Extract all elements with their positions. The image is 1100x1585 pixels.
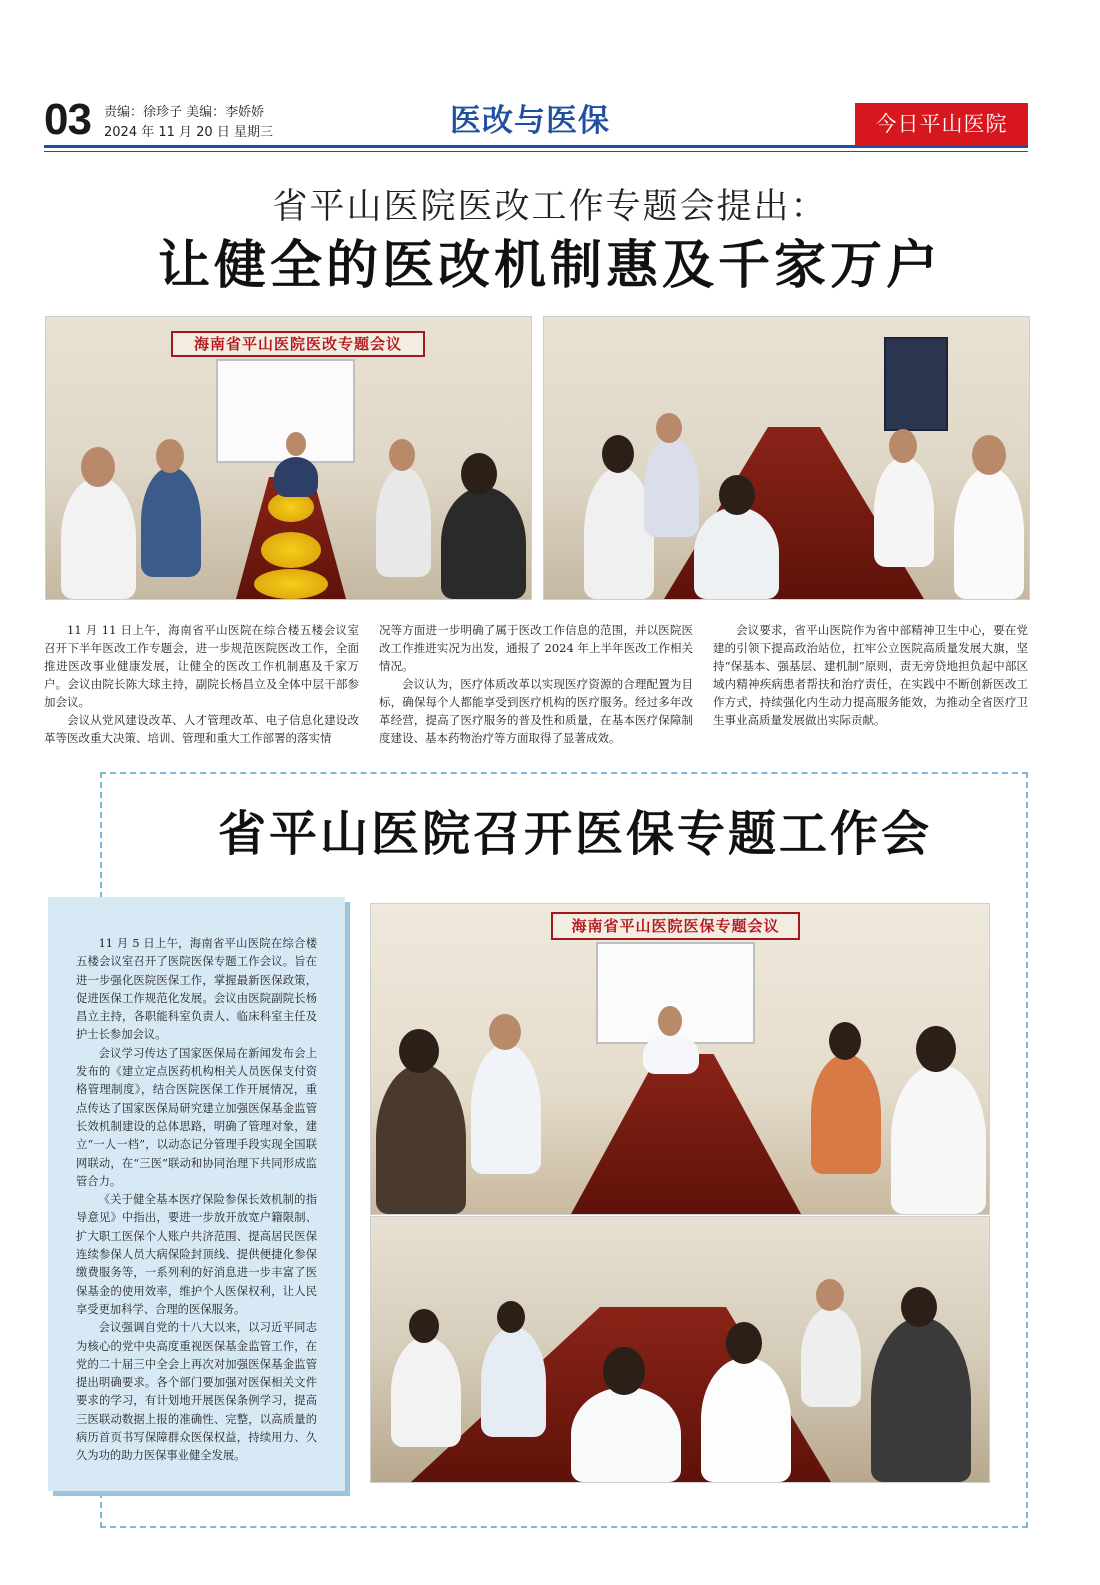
editors-line: 责编：徐珍子 美编：李娇娇 bbox=[104, 105, 265, 120]
header-rule bbox=[44, 145, 1028, 148]
article1-column-1 bbox=[44, 621, 359, 747]
brand-masthead: 今日平山医院 bbox=[855, 103, 1028, 145]
date-line: 2024 年 11 月 20 日 星期三 bbox=[104, 125, 273, 140]
paragraph: 会议从党风建设改革、人才管理改革、电子信息化建设改革等医改重大决策、培训、管理和重大工作部署的落实情 bbox=[44, 713, 359, 745]
meeting-photo-1 bbox=[45, 316, 532, 600]
paragraph: 会议强调自党的十八大以来，以习近平同志为核心的党中央高度重视医保基金监管工作，在党的二十届三中全会上再次对加强医保基金监管提出明确要求。各个部门要加强对医保相关文件要求的学习，有计划地开展医保条例学习，提高三医联动数据上报的准确性、完整，以高质量的病历首页书写保障群众医保权益，持续用力、久久为功的助力医保事业健全发展。 bbox=[76, 1321, 317, 1463]
medical-insurance-meeting-photo-2 bbox=[370, 1216, 990, 1483]
paragraph: 会议要求，省平山医院作为省中部精神卫生中心，要在党建的引领下提高政治站位，扛牢公立医院高质量发展大旗，坚持“保基本、强基层、建机制”原则，责无旁贷地担负起中部区域内精神疾病患者帮扶和治疗责任，在实践中不断创新医改工作方式，持续强化内生动力提高服务能效，为推动全省医疗卫生事业高质量发展做出实际贡献。 bbox=[713, 623, 1028, 727]
paragraph: 况等方面进一步明确了属于医改工作信息的范围，并以医院医改工作推进实况为出发，通报了 2024 年上半年医改工作相关情况。 bbox=[379, 623, 693, 673]
photo-banner: 海南省平山医院医保专题会议 bbox=[551, 912, 800, 940]
paragraph: 11 月 11 日上午，海南省平山医院在综合楼五楼会议室召开下半年医改工作专题会，进一步规范医院医改工作，全面推进医改事业健康发展，让健全的医改工作机制惠及千家万户。会议由院长陈大球主持，副院长杨昌立及全体中层干部参加会议。 bbox=[44, 623, 359, 709]
paragraph: 11 月 5 日上午，海南省平山医院在综合楼五楼会议室召开了医院医保专题工作会议。旨在进一步强化医院医保工作，掌握最新医保政策，促进医保工作规范化发展。会议由医院副院长杨昌立主持，各职能科室负责人、临床科室主任及护士长参加会议。 bbox=[76, 937, 317, 1042]
meeting-photo-2 bbox=[543, 316, 1030, 600]
article2-text bbox=[76, 935, 317, 1466]
medical-insurance-meeting-photo-1 bbox=[370, 903, 990, 1215]
article1-column-2 bbox=[379, 621, 693, 747]
wall-display bbox=[884, 337, 948, 431]
article1-headline: 让健全的医改机制惠及千家万户 bbox=[157, 236, 942, 296]
header-rule-thin bbox=[44, 151, 1028, 152]
section-title: 医改与医保 bbox=[450, 103, 610, 139]
photo-banner: 海南省平山医院医改专题会议 bbox=[171, 331, 425, 357]
paragraph: 《关于健全基本医疗保险参保长效机制的指导意见》中指出，要进一步放开放宽户籍限制、扩大职工医保个人账户共济范围、提高居民医保连续参保人员大病保险封顶线、提供便捷化参保缴费服务等，一系列利的好消息进一步丰富了医保基金的使用效率，维护个人医保权利，让人民享受更加科学、合理的医保服务。 bbox=[76, 1193, 317, 1316]
page-number: 03 bbox=[44, 95, 91, 144]
article1-kicker: 省平山医院医改工作专题会提出： bbox=[272, 187, 828, 227]
article2-sidebar bbox=[48, 897, 345, 1491]
paragraph: 会议学习传达了国家医保局在新闻发布会上发布的《建立定点医药机构相关人员医保支付资格管理制度》，结合医院医保工作开展情况，重点传达了国家医保局研究建立加强医保基金监管长效机制建设的总体思路，明确了管理对象，建立“一人一档”，以动态记分管理手段实现全国联网联动，在“三医”联动和协同治理下共同形成监管合力。 bbox=[76, 1046, 317, 1188]
article1-column-3 bbox=[713, 621, 1028, 729]
paragraph: 会议认为，医疗体质改革以实现医疗资源的合理配置为目标，确保每个人都能享受到医疗机构的医疗服务。经过多年改革经营，提高了医疗服务的普及性和质量，在基本医疗保障制度建设、基本药物治疗等方面取得了显著成效。 bbox=[379, 677, 693, 745]
article2-headline: 省平山医院召开医保专题工作会 bbox=[217, 806, 932, 862]
